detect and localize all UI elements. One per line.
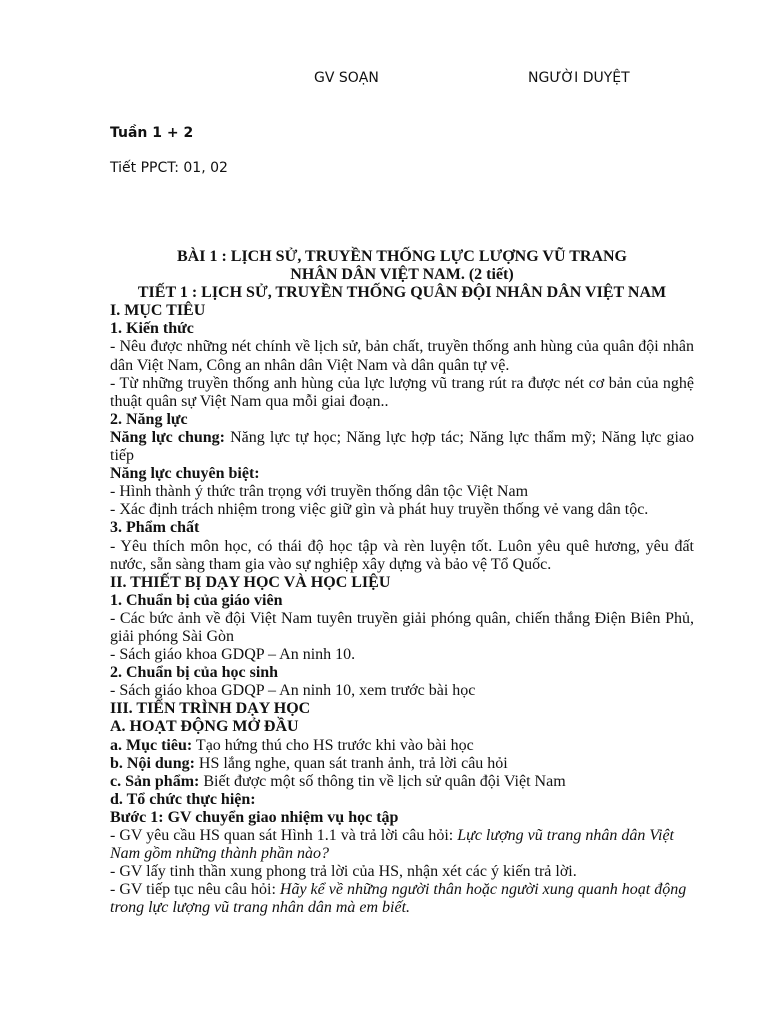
qualities-paragraph: - Yêu thích môn học, có thái độ học tập và rèn luyện tốt. Luôn yêu quê hương, yêu đất nước, sẵn sàng tham gia vào sự nghiệp xây dựng và bảo vệ Tổ Quốc. — [110, 537, 694, 573]
objective-line — [110, 737, 694, 755]
step-1-paragraph-2: - GV lấy tinh thần xung phong trả lời của HS, nhận xét các ý kiến trả lời. — [110, 863, 577, 881]
activity-a-heading: A. HOẠT ĐỘNG MỞ ĐẦU — [110, 718, 299, 736]
step-1-paragraph-3-text: - GV tiếp tục nêu câu hỏi: — [110, 881, 280, 899]
step-1-question-2: Hãy kể về những người thân hoặc người xung quanh hoạt động trong lực lượng vũ trang nhân dân mà em biết. — [110, 881, 687, 917]
period-title: TIẾT 1 : LỊCH SỬ, TRUYỀN THỐNG QUÂN ĐỘI NHÂN DÂN VIỆT NAM — [137, 284, 667, 302]
student-prep-heading: 2. Chuẩn bị của học sinh — [110, 664, 279, 682]
teacher-prep-item-1: - Các bức ảnh về đội Việt Nam tuyên truyền giải phóng quân, chiến thắng Điện Biên Phủ, giải phóng Sài Gòn — [110, 609, 694, 645]
general-competence-paragraph — [110, 429, 694, 465]
knowledge-paragraph-2: - Từ những truyền thống anh hùng của lực lượng vũ trang rút ra được nét cơ bản của nghệ thuật quân sự Việt Nam qua mỗi giai đoạn.. — [110, 374, 694, 410]
knowledge-heading: 1. Kiến thức — [110, 320, 194, 338]
qualities-heading: 3. Phẩm chất — [110, 519, 200, 537]
student-prep-item-1: - Sách giáo khoa GDQP – An ninh 10, xem trước bài học — [110, 682, 476, 700]
step-1-heading: Bước 1: GV chuyển giao nhiệm vụ học tập — [110, 808, 399, 826]
general-competence-label: Năng lực chung: — [110, 428, 225, 446]
week-label: Tuần 1 + 2 — [110, 125, 194, 141]
organization-heading: d. Tổ chức thực hiện: — [110, 790, 256, 808]
objective-label: a. Mục tiêu: — [110, 736, 193, 754]
lesson-title-line-1: BÀI 1 : LỊCH SỬ, TRUYỀN THỐNG LỰC LƯỢNG VŨ TRANG — [177, 248, 627, 265]
lesson-body — [110, 248, 694, 917]
nguoi-duyet-label: NGƯỜI DUYỆT — [528, 70, 630, 86]
teacher-prep-item-2: - Sách giáo khoa GDQP – An ninh 10. — [110, 646, 356, 664]
section-materials-heading: II. THIẾT BỊ DẠY HỌC VÀ HỌC LIỆU — [110, 573, 391, 591]
step-1-paragraph-1-text: - GV yêu cầu HS quan sát Hình 1.1 và trả lời câu hỏi: — [110, 827, 458, 844]
content-label: b. Nội dung: — [110, 754, 195, 772]
general-competence-text: Năng lực tự học; Năng lực hợp tác; Năng lực thẩm mỹ; Năng lực giao tiếp — [110, 428, 694, 465]
step-1-question-1: Lực lượng vũ trang nhân dân Việt Nam gồm những thành phần nào? — [110, 827, 674, 863]
knowledge-paragraph-1: - Nêu được những nét chính về lịch sử, bản chất, truyền thống anh hùng của quân đội nhân dân Việt Nam, Công an nhân dân Việt Nam và dân quân tự vệ. — [110, 338, 694, 374]
step-1-paragraph-1 — [110, 827, 694, 863]
period-label: Tiết PPCT: 01, 02 — [110, 160, 228, 176]
specific-competence-item-1: - Hình thành ý thức trân trọng với truyền thống dân tộc Việt Nam — [110, 483, 529, 501]
teacher-prep-heading: 1. Chuẩn bị của giáo viên — [110, 591, 283, 609]
step-1-paragraph-3 — [110, 881, 694, 917]
product-text: Biết được một số thông tin về lịch sử quân đội Việt Nam — [199, 772, 566, 790]
specific-competence-heading: Năng lực chuyên biệt: — [110, 465, 260, 483]
content-line — [110, 755, 694, 773]
content-text: HS lắng nghe, quan sát tranh ảnh, trả lời câu hỏi — [194, 754, 508, 772]
product-line — [110, 773, 694, 791]
section-objectives-heading: I. MỤC TIÊU — [110, 302, 206, 320]
lesson-title-line-2: NHÂN DÂN VIỆT NAM. (2 tiết) — [290, 266, 514, 284]
objective-text: Tạo hứng thú cho HS trước khi vào bài học — [192, 736, 474, 754]
product-label: c. Sản phẩm: — [110, 772, 200, 790]
specific-competence-item-2: - Xác định trách nhiệm trong việc giữ gìn và phát huy truyền thống vẻ vang dân tộc. — [110, 501, 649, 519]
section-process-heading: III. TIẾN TRÌNH DẠY HỌC — [110, 700, 311, 718]
competence-heading: 2. Năng lực — [110, 410, 188, 428]
gv-soan-label: GV SOẠN — [314, 70, 379, 86]
